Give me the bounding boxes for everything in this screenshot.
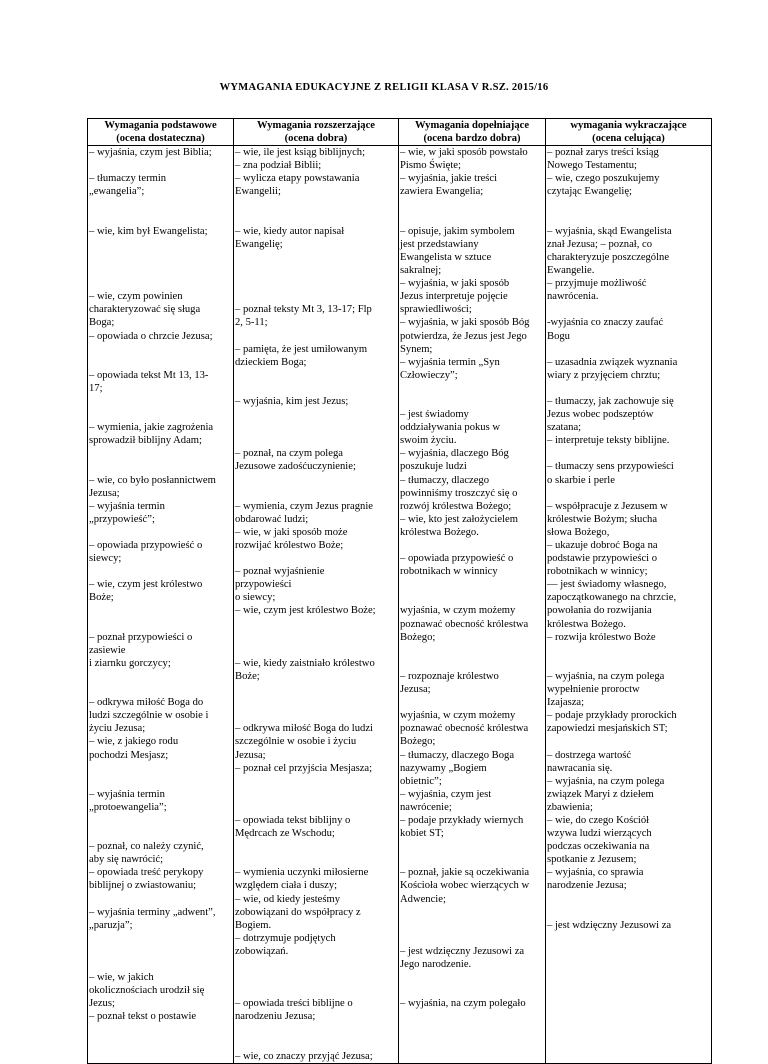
cell-extended-text: – wie, ile jest ksiąg biblijnych; – zna podział Biblii; – wylicza etapy powstawania Ewangelii; – wie, kiedy autor napisał Ewangelię; – poznał teksty Mt 3, 13-17; Flp 2, 5-11; – pamięta, że jest umiłowanym dzieckiem Boga; – wyjaśnia, kim jest Jezus; – poznał, na czym polega Jezusowe zadośćuczynienie; – wymienia, czym Jezus pragnie obdarować ludzi; – wie, w jaki sposób może rozwijać królestwo Boże; – poznał wyjaśnienie przypowieści o siewcy; – wie, czym jest królestwo Boże; – wie, kiedy zaistniało królestwo Boże; – odkrywa miłość Boga do ludzi szczególnie w osobie i życiu Jezusa; – poznał cel przyjścia Mesjasza; – opowiada tekst biblijny o Mędrcach ze Wschodu; – wymienia uczynki miłosierne względem ciała i duszy; – wie, od kiedy jesteśmy zobowiązani do współpracy z Bogiem. – dotrzymuje podjętych zobowiązań. – opowiada treści biblijne o narodzeniu Jezusa; – wie, co znaczy przyjąć Jezusa; — [235, 147, 376, 1062]
table-row — [88, 146, 712, 1064]
header-advanced-text: wymagania wykraczające (ocena celująca) — [570, 120, 687, 145]
header-advanced — [546, 119, 712, 146]
header-complementary-text: Wymagania dopełniające (ocena bardzo dobra) — [414, 120, 530, 145]
header-extended-text: Wymagania rozszerzające (ocena dobra) — [257, 120, 375, 145]
header-basic — [88, 119, 234, 146]
cell-complementary — [399, 146, 546, 1064]
cell-advanced-text: – poznał zarys treści ksiąg Nowego Testamentu; – wie, czego poszukujemy czytając Ewangelię; – wyjaśnia, skąd Ewangelista znał Jezusa; – poznał, co charakteryzuje poszczególne Ewangelie. – przyjmuje możliwość nawrócenia. -wyjaśnia co znaczy zaufać Bogu – uzasadnia związek wyznania wiary z przyjęciem chrztu; – tłumaczy, jak zachowuje się Jezus wobec podszeptów szatana; – interpretuje teksty biblijne. – tłumaczy sens przypowieści o skarbie i perle – współpracuje z Jezusem w królestwie Bożym; słucha słowa Bożego, – ukazuje dobroć Boga na podstawie przypowieści o robotnikach w winnicy; — jest świadomy własnego, zapoczątkowanego na chrzcie, powołania do rozwijania królestwa Bożego. – rozwija królestwo Boże – wyjaśnia, na czym polega wypełnienie proroctw Izajasza; – podaje przykłady prorockich zapowiedzi mesjańskich ST; – dostrzega wartość nawracania się. – wyjaśnia, na czym polega związek Maryi z dziełem zbawienia; – wie, do czego Kościół wzywa ludzi wierzących podczas oczekiwania na spotkanie z Jezusem; – wyjaśnia, co sprawia narodzenie Jezusa; – jest wdzięczny Jezusowi za — [547, 147, 678, 931]
cell-complementary-text: – wie, w jaki sposób powstało Pismo Święte; – wyjaśnia, jakie treści zawiera Ewangelia; – opisuje, jakim symbolem jest przedstawiany Ewangelista w sztuce sakralnej; – wyjaśnia, w jaki sposób Jezus interpretuje pojęcie sprawiedliwości; – wyjaśnia, w jaki sposób Bóg potwierdza, że Jezus jest Jego Synem; – wyjaśnia termin „Syn Człowieczy”; – jest świadomy oddziaływania pokus w swoim życiu. – wyjaśnia, dlaczego Bóg poszukuje ludzi – tłumaczy, dlaczego powinniśmy troszczyć się o rozwój królestwa Bożego; – wie, kto jest założycielem królestwa Bożego. – opowiada przypowieść o robotnikach w winnicy wyjaśnia, w czym możemy poznawać obecność królestwa Bożego; – rozpoznaje królestwo Jezusa; wyjaśnia, w czym możemy poznawać obecność królestwa Bożego; – tłumaczy, dlaczego Boga nazywamy „Bogiem obietnic”; – wyjaśnia, czym jest nawrócenie; – podaje przykłady wiernych kobiet ST; – poznał, jakie są oczekiwania Kościoła wobec wierzących w Adwencie; – jest wdzięczny Jezusowi za Jego narodzenie. – wyjaśnia, na czym polegało — [400, 147, 530, 1010]
header-basic-text: Wymagania podstawowe (ocena dostateczna) — [104, 120, 217, 145]
header-extended — [234, 119, 399, 146]
header-row — [88, 119, 712, 146]
cell-basic-text: – wyjaśnia, czym jest Biblia; – tłumaczy termin „ewangelia”; – wie, kim był Ewangelista; – wie, czym powinien charakteryzować się sługa Boga; – opowiada o chrzcie Jezusa; – opowiada tekst Mt 13, 13- 17; – wymienia, jakie zagrożenia sprowadził biblijny Adam; – wie, co było posłannictwem Jezusa; – wyjaśnia termin „przypowieść”; – opowiada przypowieść o siewcy; – wie, czym jest królestwo Boże; – poznał przypowieści o zasiewie i ziarnku gorczycy; – odkrywa miłość Boga do ludzi szczególnie w osobie i życiu Jezusa; – wie, z jakiego rodu pochodzi Mesjasz; – wyjaśnia termin „protoewangelia”; – poznał, co należy czynić, aby się nawrócić; – opowiada treść perykopy biblijnej o zwiastowaniu; – wyjaśnia terminy „adwent”, „paruzja”; – wie, w jakich okolicznościach urodził się Jezus; – poznał tekst o postawie — [89, 147, 216, 1023]
document-title: WYMAGANIA EDUKACYJNE Z RELIGII KLASA V R.SZ. 2015/16 — [219, 82, 549, 93]
cell-basic — [88, 146, 234, 1064]
header-complementary — [399, 119, 546, 146]
cell-extended — [234, 146, 399, 1064]
requirements-table — [87, 118, 712, 1064]
cell-advanced — [546, 146, 712, 1064]
